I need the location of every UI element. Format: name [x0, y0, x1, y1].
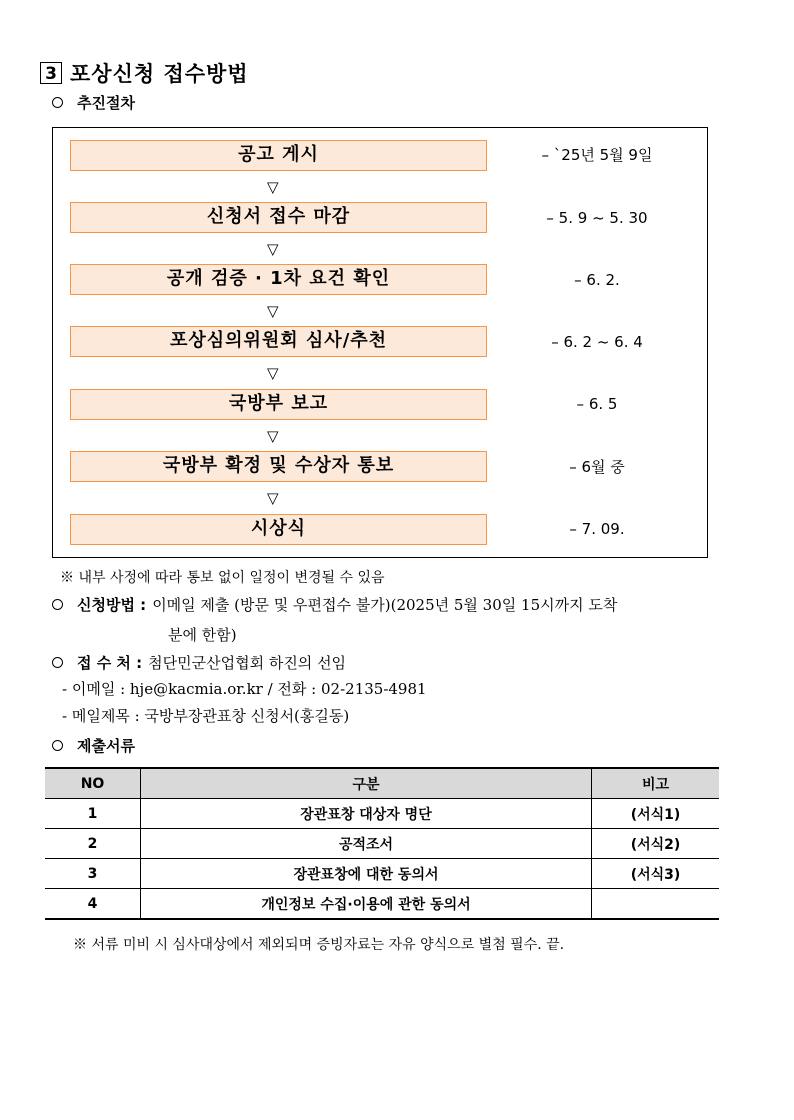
schedule-note: ※ 내부 사정에 따라 통보 없이 일정이 변경될 수 있음	[60, 570, 385, 586]
flow-step-date: – 6월 중	[569, 458, 625, 476]
table-row	[45, 889, 719, 920]
down-triangle-icon: ▽	[267, 364, 279, 382]
reception-line	[52, 652, 346, 674]
reception-email: - 이메일 : hje@kacmia.or.kr / 전화 : 02-2135-4981	[62, 680, 427, 698]
bullet-circle-icon	[52, 599, 63, 610]
table-row	[45, 799, 719, 829]
row-no: 1	[45, 799, 141, 829]
row-no: 4	[45, 889, 141, 920]
row-note: (서식2)	[592, 829, 720, 859]
column-header: NO	[45, 768, 141, 799]
apply-method-label: 신청방법 :	[77, 596, 147, 614]
table-row	[45, 829, 719, 859]
down-triangle-icon: ▽	[267, 302, 279, 320]
table-row	[45, 859, 719, 889]
procedure-heading-line	[52, 92, 135, 114]
documents-footnote: ※ 서류 미비 시 심사대상에서 제외되며 증빙자료는 자유 양식으로 별첨 필수. 끝.	[73, 937, 565, 953]
reception-label: 접 수 처 :	[77, 654, 143, 672]
column-header: 비고	[592, 768, 720, 799]
row-note	[592, 889, 720, 920]
flow-step-date: – 5. 9 ~ 5. 30	[546, 209, 648, 227]
flow-step: 공개 검증 · 1차 요건 확인	[70, 264, 487, 295]
documents-heading: 제출서류	[77, 737, 135, 755]
procedure-flowchart	[52, 127, 708, 558]
reception-subject: - 메일제목 : 국방부장관표창 신청서(홍길동)	[62, 707, 350, 725]
apply-method-text-cont: 분에 한함)	[168, 626, 237, 644]
flow-step: 시상식	[70, 514, 487, 545]
flow-step: 국방부 확정 및 수상자 통보	[70, 451, 487, 482]
row-name: 개인정보 수집·이용에 관한 동의서	[141, 889, 592, 920]
row-name: 공적조서	[141, 829, 592, 859]
flow-step: 포상심의위원회 심사/추천	[70, 326, 487, 357]
row-no: 2	[45, 829, 141, 859]
down-triangle-icon: ▽	[267, 489, 279, 507]
reception-value: 첨단민군산업협회 하진의 선임	[148, 654, 347, 672]
row-note: (서식3)	[592, 859, 720, 889]
section-number: 3	[40, 62, 62, 84]
column-header: 구분	[141, 768, 592, 799]
down-triangle-icon: ▽	[267, 178, 279, 196]
bullet-circle-icon	[52, 97, 63, 108]
row-name: 장관표창 대상자 명단	[141, 799, 592, 829]
row-no: 3	[45, 859, 141, 889]
apply-method-text: 이메일 제출 (방문 및 우편접수 불가)(2025년 5월 30일 15시까지 도착	[152, 596, 618, 614]
section-heading: 포상신청 접수방법	[70, 62, 249, 86]
documents-table	[45, 767, 719, 920]
flow-step: 공고 게시	[70, 140, 487, 171]
flow-step-date: – 6. 2 ~ 6. 4	[551, 333, 643, 351]
flow-step-date: – `25년 5월 9일	[541, 146, 653, 164]
row-name: 장관표창에 대한 동의서	[141, 859, 592, 889]
down-triangle-icon: ▽	[267, 240, 279, 258]
table-header-row	[45, 768, 719, 799]
documents-heading-line	[52, 735, 135, 757]
flow-step-date: – 6. 5	[576, 395, 618, 413]
bullet-circle-icon	[52, 657, 63, 668]
flow-step: 신청서 접수 마감	[70, 202, 487, 233]
procedure-heading: 추진절차	[77, 94, 135, 112]
bullet-circle-icon	[52, 740, 63, 751]
section-title	[40, 58, 249, 88]
apply-method-line	[52, 594, 732, 616]
flow-step: 국방부 보고	[70, 389, 487, 420]
flow-step-date: – 7. 09.	[569, 520, 625, 538]
row-note: (서식1)	[592, 799, 720, 829]
flow-step-date: – 6. 2.	[574, 271, 620, 289]
down-triangle-icon: ▽	[267, 427, 279, 445]
